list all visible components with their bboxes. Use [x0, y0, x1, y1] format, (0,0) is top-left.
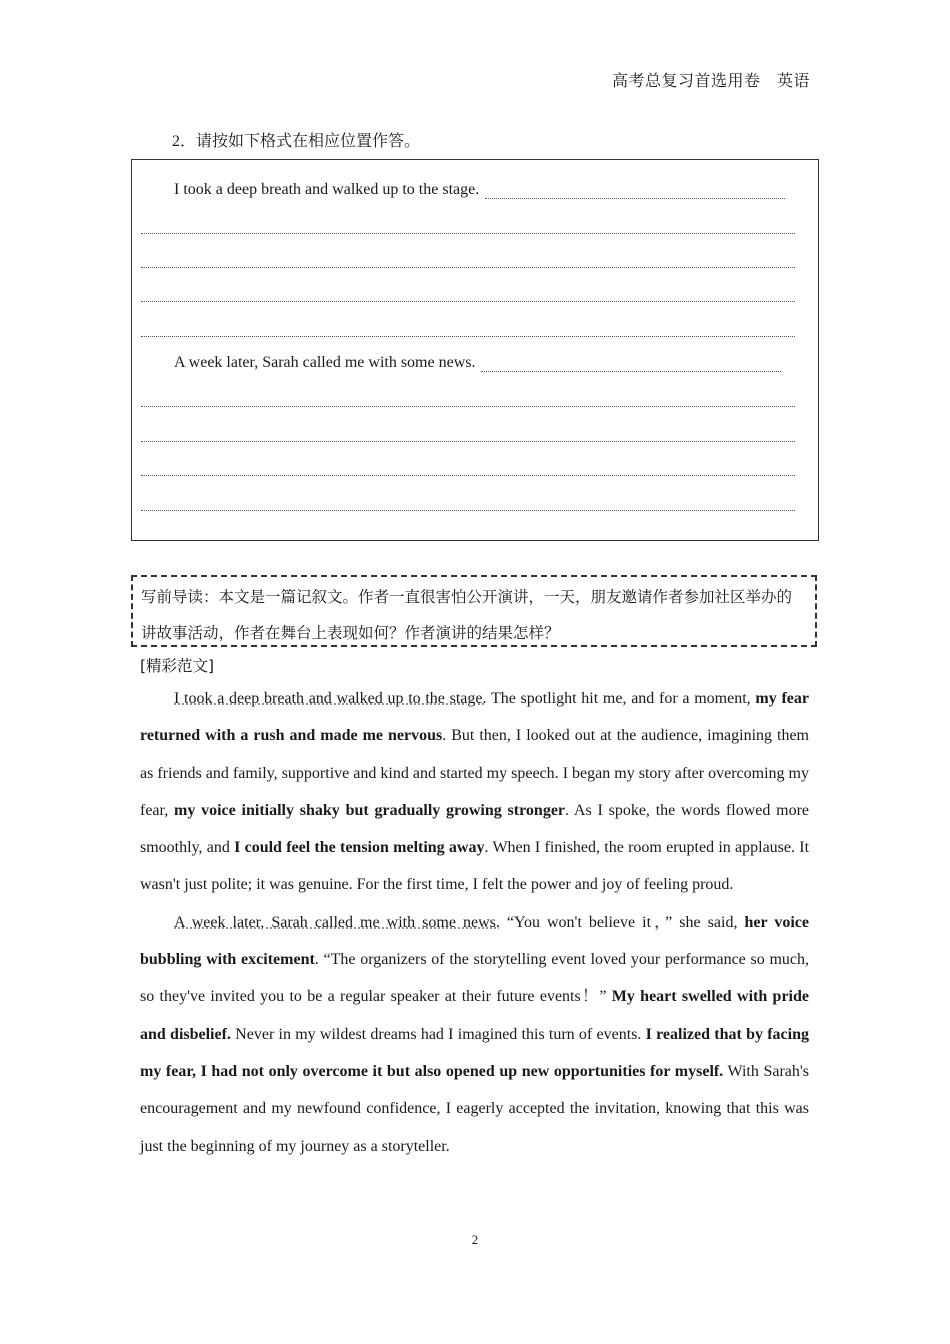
essay-text: With Sarah's encouragement and my newfound confidence, I eagerly accepted the invitation, knowing that this was just the beginning of my journey as a storyteller. — [140, 1062, 809, 1155]
writing-line[interactable] — [141, 336, 795, 337]
prompt-1: I took a deep breath and walked up to the stage. — [174, 181, 480, 198]
page-header: 高考总复习首选用卷 英语 — [611, 73, 810, 90]
answer-box — [131, 159, 819, 541]
writing-line[interactable] — [141, 441, 795, 442]
prompt-line-2 — [174, 354, 781, 372]
writing-line[interactable] — [141, 267, 795, 268]
writing-line[interactable] — [141, 475, 795, 476]
page-number: 2 — [471, 1232, 479, 1247]
prompt-sentence: I took a deep breath and walked up to the stage. — [174, 690, 487, 707]
essay-text: “You won't believe it，” she said, — [499, 913, 745, 931]
essay-text: . When I finished, the room erupted in applause. It wasn't just polite; it was genuine. For the first time, I felt the power and joy of feeling proud. — [140, 839, 810, 894]
bold-phrase: I realized that by facing my fear, I had not only overcome it but also opened up new opportunities for myself. — [140, 1025, 809, 1080]
bold-phrase: I could feel the tension melting away — [234, 839, 485, 857]
guide-text: 本文是一篇记叙文。作者一直很害怕公开演讲，一天，朋友邀请作者参加社区举办的讲故事活动，作者在舞台上表现如何？作者演讲的结果怎样？ — [141, 588, 793, 642]
writing-line[interactable] — [141, 301, 795, 302]
sample-essay — [140, 680, 809, 1165]
writing-line[interactable] — [141, 406, 795, 407]
essay-text: . “The organizers of the storytelling event loved your performance so much, so they've invited you to be a regular speaker at their future events！” — [140, 951, 809, 1006]
bold-phrase: My heart swelled with pride and disbelief. — [140, 988, 809, 1043]
instruction: 2．请按如下格式在相应位置作答。 — [172, 133, 421, 150]
guide-label: 写前导读： — [141, 588, 219, 606]
prompt-sentence: A week later, Sarah called me with some news. — [174, 913, 500, 931]
essay-paragraph-2 — [140, 904, 809, 1165]
essay-text: Never in my wildest dreams had I imagined this turn of events. — [230, 1025, 646, 1043]
bold-phrase: my voice initially shaky but gradually growing stronger — [174, 801, 566, 819]
writing-line[interactable] — [141, 233, 795, 234]
essay-paragraph-1 — [140, 680, 809, 904]
prompt-2: A week later, Sarah called me with some news. — [174, 354, 476, 371]
essay-text: . As I spoke, the words flowed more smoothly, and — [140, 801, 809, 857]
bold-phrase: my fear returned with a rush and made me nervous — [140, 690, 809, 745]
writing-line[interactable] — [141, 510, 795, 511]
prompt-line-1 — [174, 181, 785, 199]
essay-text: . But then, I looked out at the audience, imagining them as friends and family, supportive and kind and started my speech. I began my story after overcoming my fear, — [140, 727, 809, 819]
pre-writing-guide — [131, 575, 817, 647]
writing-line[interactable] — [485, 197, 785, 199]
writing-line[interactable] — [481, 370, 781, 372]
bold-phrase: her voice bubbling with excitement — [140, 913, 810, 969]
essay-text: The spotlight hit me, and for a moment, — [486, 690, 756, 707]
sample-essay-label: [精彩范文] — [140, 657, 215, 675]
